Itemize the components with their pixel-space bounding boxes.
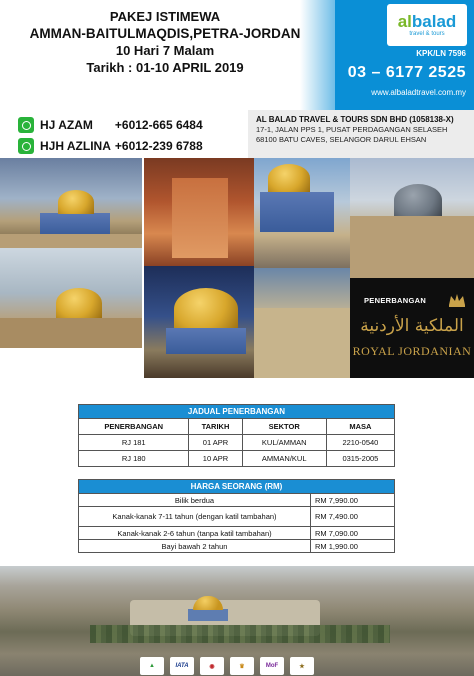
old-city-photo <box>0 248 142 348</box>
price-label: Bilik berdua <box>79 494 311 507</box>
column-header: SEKTOR <box>242 419 326 435</box>
mof-logo-icon: MoF <box>260 657 284 675</box>
price-value: RM 7,990.00 <box>311 494 395 507</box>
table-row <box>79 540 395 553</box>
website-link[interactable]: www.albaladtravel.com.my <box>371 88 466 97</box>
office-phone[interactable]: 03 – 6177 2525 <box>347 64 466 81</box>
logo-prefix: al <box>397 11 412 31</box>
travel-org-logo-icon: ◉ <box>200 657 224 675</box>
flight-sector: KUL/AMMAN <box>242 435 326 451</box>
flight-time: 2210-0540 <box>326 435 394 451</box>
aerial-trees <box>90 625 390 643</box>
column-header: TARIKH <box>189 419 242 435</box>
albalad-logo <box>387 4 467 46</box>
flight-number: RJ 180 <box>79 451 189 467</box>
iata-logo-icon: IATA <box>170 657 194 675</box>
contact-row[interactable] <box>18 138 203 154</box>
ministry-logo-icon: ★ <box>290 657 314 675</box>
airline-label: PENERBANGAN <box>364 296 427 305</box>
flight-schedule-table <box>78 404 395 467</box>
license-number: KPK/LN 7596 <box>416 49 466 58</box>
package-duration: 10 Hari 7 Malam <box>115 43 215 58</box>
package-title-line2: AMMAN-BAITULMAQDIS,PETRA-JORDAN <box>29 26 301 41</box>
table-row <box>79 435 395 451</box>
flight-number: RJ 181 <box>79 435 189 451</box>
whatsapp-icon <box>18 138 34 154</box>
price-value: RM 7,090.00 <box>311 527 395 540</box>
airline-name: ROYAL JORDANIAN <box>352 344 472 358</box>
crest-logo-icon: ♛ <box>230 657 254 675</box>
price-value: RM 1,990.00 <box>311 540 395 553</box>
company-address-line1: 17-1, JALAN PPS 1, PUSAT PERDAGANGAN SELASEH <box>256 125 448 134</box>
table-row <box>79 451 395 467</box>
airline-arabic-name: الملكية الأردنية <box>360 316 464 336</box>
column-header: PENERBANGAN <box>79 419 189 435</box>
flight-sector: AMMAN/KUL <box>242 451 326 467</box>
flight-time: 0315-2005 <box>326 451 394 467</box>
column-header: MASA <box>326 419 394 435</box>
flight-date: 01 APR <box>189 435 242 451</box>
flight-date: 10 APR <box>189 451 242 467</box>
whatsapp-icon <box>18 117 34 133</box>
contact-name: HJH AZLINA <box>40 139 111 153</box>
company-info-box <box>248 110 474 158</box>
dome-of-rock-photo <box>0 158 142 248</box>
table-row <box>79 494 395 507</box>
price-label: Kanak-kanak 2-6 tahun (tanpa katil tambahan) <box>79 527 311 540</box>
dome-night-photo <box>144 266 270 378</box>
logo-rest: balad <box>411 11 457 31</box>
package-title-block <box>0 8 330 76</box>
price-label: Bayi bawah 2 tahun <box>79 540 311 553</box>
logo-subtitle: travel & tours <box>409 30 445 37</box>
petra-treasury-photo <box>144 158 260 266</box>
schedule-title: JADUAL PENERBANGAN <box>79 405 395 419</box>
jerusalem-stone-photo <box>254 268 350 378</box>
airline-box <box>350 278 474 378</box>
contact-name: HJ AZAM <box>40 118 93 132</box>
green-logo-icon: ▲ <box>140 657 164 675</box>
price-value: RM 7,490.00 <box>311 507 395 527</box>
accreditation-logos <box>140 656 345 676</box>
company-address-line2: 68100 BATU CAVES, SELANGOR DARUL EHSAN <box>256 135 427 144</box>
contact-row[interactable] <box>18 117 203 133</box>
company-name: AL BALAD TRAVEL & TOURS SDN BHD (1058138-X) <box>256 115 454 124</box>
crown-icon <box>448 292 466 308</box>
price-title: HARGA SEORANG (RM) <box>79 480 395 494</box>
package-dates: Tarikh : 01-10 APRIL 2019 <box>86 60 244 75</box>
aerial-dome-base <box>188 609 228 621</box>
price-label: Kanak-kanak 7-11 tahun (dengan katil tambahan) <box>79 507 311 527</box>
contact-phone[interactable]: +6012-665 6484 <box>114 118 203 132</box>
contact-phone[interactable]: +6012-239 6788 <box>114 139 203 153</box>
table-row <box>79 527 395 540</box>
dome-visitors-photo <box>254 158 350 268</box>
package-title-line1: PAKEJ ISTIMEWA <box>109 9 221 24</box>
table-row <box>79 507 395 527</box>
price-table <box>78 479 395 553</box>
aqsa-mosque-photo <box>350 158 474 278</box>
